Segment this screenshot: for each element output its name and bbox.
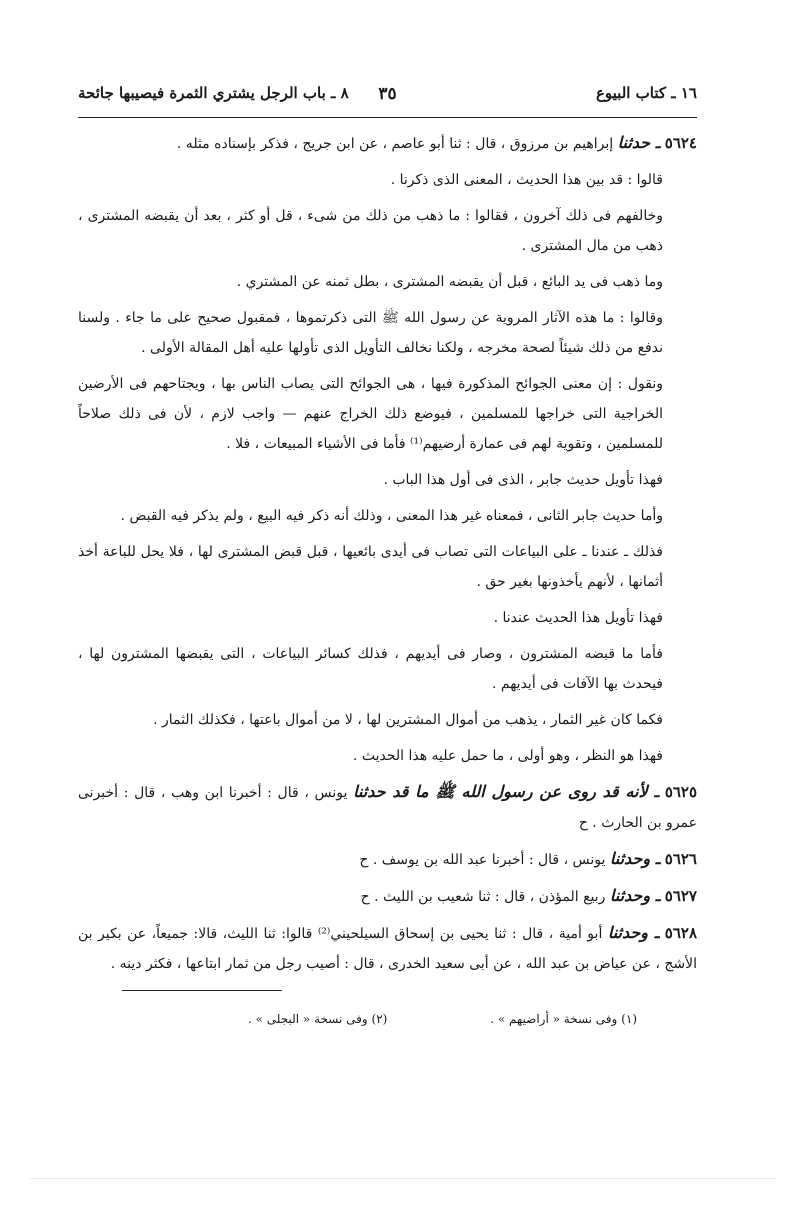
footnote-mark: (١) — [621, 1012, 637, 1026]
hadith-number: ٥٦٢٤ — [664, 134, 697, 152]
book-title: ١٦ ـ كتاب البيوع — [595, 84, 697, 102]
paragraph-text: يونس ، قال : أخبرنا ابن وهب ، قال : أخبرنى عمرو بن الحارث . ح — [78, 785, 697, 831]
haddathana-lead: ـ حدثنا — [617, 133, 661, 152]
hadith-5625 — [78, 777, 697, 838]
paragraph: فهذا هو النظر ، وهو أولى ، ما حمل عليه هذا الحديث . — [352, 748, 663, 764]
paragraph: وخالفهم فى ذلك آخرون ، فقالوا : ما ذهب من ذلك من شىء ، قل أو كثر ، بعد أن يقبضه المشترى ، ذهب من مال المشترى . — [78, 208, 663, 254]
haddathana-lead: ـ وحدثنا — [607, 923, 660, 942]
hadith-number: ٥٦٢٧ — [664, 887, 697, 905]
hadith-5628 — [78, 918, 697, 979]
page-body — [78, 128, 697, 985]
paragraph: قالوا : قد بين هذا الحديث ، المعنى الذى ذكرنا . — [390, 172, 663, 188]
footnote-1 — [490, 1012, 637, 1026]
hadith-5626 — [78, 844, 697, 875]
paragraph-text: أبو أمية ، قال : ثنا يحيى بن إسحاق السيلحيني⁽²⁾ قالوا: ثنا الليث، قالا: جميعاً، عن بكير بن الأشج ، عن عياض بن عبد الله ، عن أبى سعيد الخدرى ، قال : أصيب رجل من ثمار ابتاعها ، فكثر دينه . — [78, 926, 697, 972]
paragraph: ونقول : إن معنى الجوائح المذكورة فيها ، هى الجوائح التى يصاب الناس بها ، ويجتاحهم فى الأرضين الخراجية التى خراجها للمسلمين ، فيوضع ذلك الخراج عنهم — واجب لازم ، لأن فى ذلك صلاحاً للمسلمين ، وتقوية لهم فى عمارة أرضيهم⁽¹⁾ فأما فى الأشياء المبيعات ، فلا . — [78, 376, 663, 452]
footnote-2 — [248, 1012, 387, 1026]
header-rule — [78, 117, 697, 118]
paragraph-text: ربيع المؤذن ، قال : ثنا شعيب بن الليث . ح — [360, 889, 606, 905]
footnote-rule — [122, 990, 282, 991]
hadith-number: ٥٦٢٥ — [664, 783, 698, 801]
chapter-title: ٨ ـ باب الرجل يشتري الثمرة فيصيبها جائحة — [78, 84, 349, 102]
scan-edge-dots — [30, 1178, 775, 1179]
haddathana-lead: ـ وحدثنا — [609, 886, 661, 905]
paragraph-text: يونس ، قال : أخبرنا عبد الله بن يوسف . ح — [359, 852, 606, 868]
hadith-number: ٥٦٢٦ — [664, 850, 697, 868]
paragraph: وقالوا : ما هذه الآثار المروية عن رسول الله ﷺ التى ذكرتموها ، فمقبول صحيح على ما جاء . ولسنا ندفع من ذلك شيئاً لصحة مخرجه ، ولكنا نخالف التأويل الذى تأولها عليه أهل المقالة الأولى . — [78, 310, 663, 356]
page-number: ٣٥ — [378, 84, 397, 104]
footnote-text: وفى نسخة « البجلى » . — [248, 1012, 368, 1026]
hadith-number: ٥٦٢٨ — [664, 924, 698, 942]
page-header — [78, 78, 697, 112]
paragraph: فأما ما قبضه المشترون ، وصار فى أيديهم ، فذلك كسائر البياعات ، التى يقبضها المشترون لها ، فيحدث بها الآفات فى أيديهم . — [78, 646, 663, 692]
paragraph: وما ذهب فى يد البائع ، قبل أن يقبضه المشترى ، بطل ثمنه عن المشتري . — [236, 274, 663, 290]
paragraph: فذلك ـ عندنا ـ على البياعات التى تصاب فى أيدى بائعيها ، قبل قبض المشترى لها ، فلا يحل للباعة أخذ أثمانها ، لأنهم يأخذونها بغير حق . — [78, 544, 663, 590]
paragraph: وأما حديث جابر الثانى ، فمعناه غير هذا المعنى ، وذلك أنه ذكر فيه البيع ، ولم يذكر فيه القبض . — [120, 508, 663, 524]
footnotes — [78, 1012, 697, 1034]
paragraph-text: إبراهيم بن مرزوق ، قال : ثنا أبو عاصم ، عن ابن جريج ، فذكر بإسناده مثله . — [176, 136, 614, 152]
footnote-text: وفى نسخة « أراضيهم » . — [490, 1012, 618, 1026]
haddathana-lead: ـ لأنه قد روى عن رسول الله ﷺ ما قد حدثنا — [353, 782, 660, 801]
paragraph: فهذا تأويل هذا الحديث عندنا . — [493, 610, 663, 626]
footnote-mark: (٢) — [371, 1012, 388, 1026]
haddathana-lead: ـ وحدثنا — [609, 849, 661, 868]
hadith-5624 — [78, 128, 697, 159]
hadith-5627 — [78, 881, 697, 912]
paragraph: فهذا تأويل حديث جابر ، الذى فى أول هذا الباب . — [383, 472, 663, 488]
paragraph: فكما كان غير الثمار ، يذهب من أموال المشترين لها ، لا من أموال باعتها ، فكذلك الثمار . — [153, 712, 663, 728]
